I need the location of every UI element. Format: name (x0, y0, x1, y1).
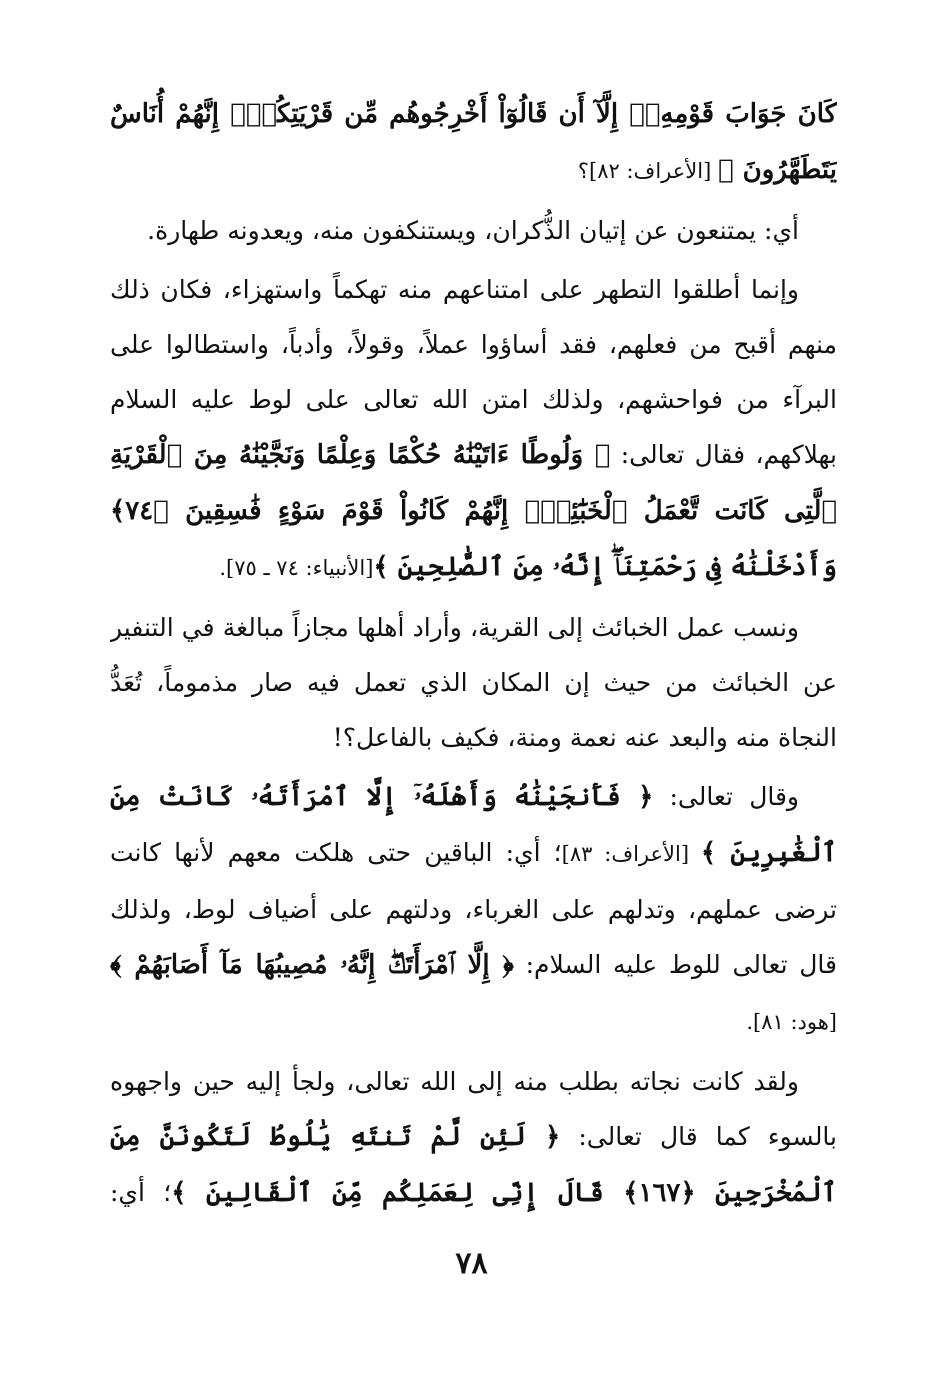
paragraph (110, 86, 837, 199)
body-text: وإنما أطلقوا التطهر على امتناعهم منه تهكماً واستهزاء، فكان ذلك منهم أقبح من فعلهم، فقد أساؤوا عملاً، وقولاً، وأدباً، واستطالوا على البرآء من فواحشهم، ولذلك امتن الله تعالى على لوط عليه السلام بهلاكهم، فقال تعالى: (110, 275, 837, 469)
page-body (110, 86, 837, 1226)
paragraph (110, 600, 837, 765)
body-text: وقال تعالى: (653, 782, 800, 811)
body-text: ؛ أي: الباقين حتى هلكت معهم لأنها كانت ترضى عملهم، وتدلهم على الغرباء، ودلتهم على أضياف لوط، ولذلك قال تعالى للوط عليه السلام: (110, 838, 837, 979)
quran-verse: ﴿ إِلَّا ٱمْرَأَتَكَۖ إِنَّهُۥ مُصِيبُهَا مَآ أَصَابَهُمْ ﴾ (110, 950, 514, 980)
verse-reference: [الأعراف: ٨٢]؟ (577, 159, 718, 183)
paragraph (110, 769, 837, 1050)
quran-verse: ﴿ فَأَنجَيْنَٰهُ وَأَهْلَهُۥٓ إِلَّا ٱمْرَأَتَهُۥ كَانَتْ مِنَ ٱلْغَٰبِرِينَ ﴾ (110, 782, 837, 868)
quran-verse: ﴿ لَئِن لَّمْ تَنتَهِ يَٰلُوطُ لَتَكُونَنَّ مِنَ ٱلْمُخْرَجِينَ ﴿١٦٧﴾ قَالَ إِنِّى لِعَمَلِكُم مِّنَ ٱلْقَالِينَ ﴾ (110, 1122, 837, 1208)
body-text: ونسب عمل الخبائث إلى القرية، وأراد أهلها مجازاً مبالغة في التنفير عن الخبائث من حيث إن المكان الذي تعمل فيه صار مذموماً، تُعَدُّ النجاة منه والبعد عنه نعمة ومنة، فكيف بالفاعل؟! (110, 613, 837, 752)
paragraph (110, 262, 837, 596)
paragraph (110, 203, 837, 258)
verse-reference: [هود: ٨١]. (746, 1010, 837, 1034)
quran-verse: كَانَ جَوَابَ قَوْمِهِۦٓ إِلَّآ أَن قَالُوٓاْ أَخْرِجُوهُم مِّن قَرْيَتِكُمْۖ إِنَّهُمْ أُنَاسٌ يَتَطَهَّرُونَ ﴾ (110, 99, 837, 185)
paragraph (110, 1054, 837, 1226)
body-text: ؛ أي: (110, 1178, 172, 1207)
body-text: أي: يمتنعون عن إتيان الذُّكران، ويستنكفون منه، ويعدونه طهارة. (147, 216, 799, 245)
quran-verse: ﴿ وَلُوطًا ءَاتَيْنَٰهُ حُكْمًا وَعِلْمًا وَنَجَّيْنَٰهُ مِنَ ٱلْقَرْيَةِ ٱلَّتِى كَانَت تَّعْمَلُ ٱلْخَبَٰٓئِثَۗ إِنَّهُمْ كَانُواْ قَوْمَ سَوْءٍ فَٰسِقِينَ ﴿٧٤﴾ وَأَدْخَلْنَٰهُ فِى رَحْمَتِنَآۖ إِنَّهُۥ مِنَ ٱلصَّٰلِحِينَ ﴾ (110, 440, 837, 582)
body-text: ولقد كانت نجاته بطلب منه إلى الله تعالى، ولجأ إليه حين واجهوه بالسوء كما قال تعالى: (110, 1067, 837, 1151)
verse-reference: [الأعراف: ٨٣] (561, 842, 701, 866)
verse-reference: [الأنبياء: ٧٤ ـ ٧٥]. (219, 556, 374, 580)
page-number: ٧٨ (455, 1246, 488, 1281)
